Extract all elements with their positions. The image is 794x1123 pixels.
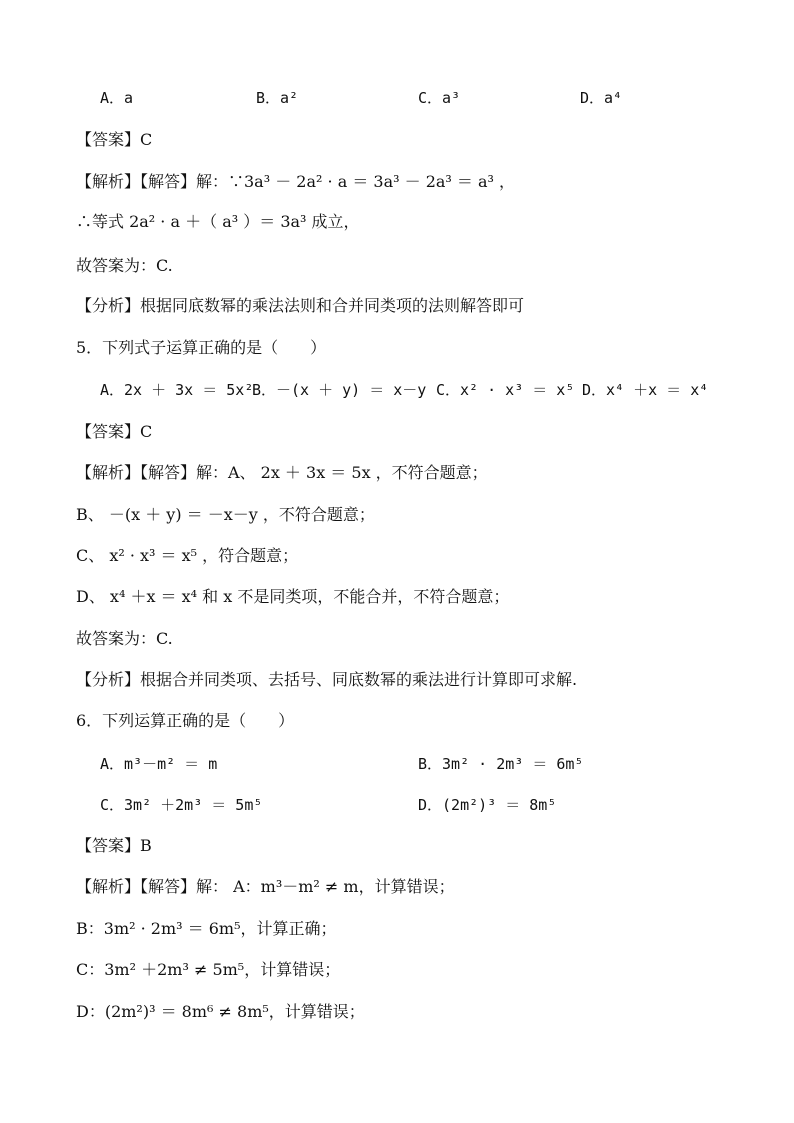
q5-analysis-c: C、 x² · x³ ＝ x⁵ ，符合题意； xyxy=(76,546,299,565)
q6-options-row-2 xyxy=(76,793,754,817)
q4-note: 【分析】根据同底数幂的乘法法则和合并同类项的法则解答即可 xyxy=(76,296,525,315)
q5-analysis-b: B、 －(x ＋ y) ＝ －x－y ，不符合题意； xyxy=(76,505,375,524)
q6-analysis-b: B：3m² · 2m³ ＝ 6m⁵，计算正确； xyxy=(76,919,337,938)
q5-option-c: C．x² · x³ ＝ x⁵ xyxy=(436,381,575,399)
q4-analysis-line-1: 【解析】【解答】解：∵3a³ － 2a² · a ＝ 3a³ － 2a³ ＝ a³ ， xyxy=(76,172,516,191)
q5-analysis-a: 【解析】【解答】解：A、 2x ＋ 3x ＝ 5x ，不符合题意； xyxy=(76,463,488,482)
q5-analysis-d: D、 x⁴ ＋x ＝ x⁴ 和 x 不是同类项，不能合并，不符合题意； xyxy=(76,587,510,606)
q4-analysis-line-2: ∴等式 2a² · a ＋（ a³ ）＝ 3a³ 成立， xyxy=(76,212,360,231)
q6-analysis-c: C：3m² ＋2m³ ≠ 5m⁵，计算错误； xyxy=(76,960,341,979)
q4-conclusion: 故答案为：C. xyxy=(76,256,173,275)
q4-options-row xyxy=(76,86,754,110)
q6-option-a: A．m³－m² ＝ m xyxy=(100,755,218,773)
q4-option-a: A．a xyxy=(100,89,134,107)
q5-option-b: B．－(x ＋ y) ＝ x－y xyxy=(252,381,427,399)
q6-analysis-a: 【解析】【解答】解： A：m³－m² ≠ m，计算错误； xyxy=(76,877,455,896)
q5-option-d: D．x⁴ ＋x ＝ x⁴ xyxy=(582,381,709,399)
q6-option-d: D．(2m²)³ ＝ 8m⁵ xyxy=(418,796,557,814)
q6-option-b: B．3m² · 2m³ ＝ 6m⁵ xyxy=(418,755,584,773)
q5-options-row xyxy=(76,378,754,402)
q5-conclusion: 故答案为：C. xyxy=(76,629,173,648)
q4-option-d: D．a⁴ xyxy=(580,89,623,107)
q6-analysis-d: D：(2m²)³ ＝ 8m⁶ ≠ 8m⁵，计算错误； xyxy=(76,1002,365,1021)
q6-stem: 6．下列运算正确的是（ ） xyxy=(76,711,295,730)
q6-options-row-1 xyxy=(76,752,754,776)
q5-option-a: A．2x ＋ 3x ＝ 5x² xyxy=(100,381,254,399)
q5-note: 【分析】根据合并同类项、去括号、同底数幂的乘法进行计算即可求解. xyxy=(76,670,578,689)
q6-option-c: C．3m² ＋2m³ ＝ 5m⁵ xyxy=(100,796,263,814)
q6-answer: 【答案】B xyxy=(76,836,152,855)
q4-option-b: B．a² xyxy=(256,89,299,107)
q4-answer: 【答案】C xyxy=(76,130,153,149)
q5-answer: 【答案】C xyxy=(76,422,153,441)
q5-stem: 5．下列式子运算正确的是（ ） xyxy=(76,338,327,357)
q4-option-c: C．a³ xyxy=(418,89,461,107)
